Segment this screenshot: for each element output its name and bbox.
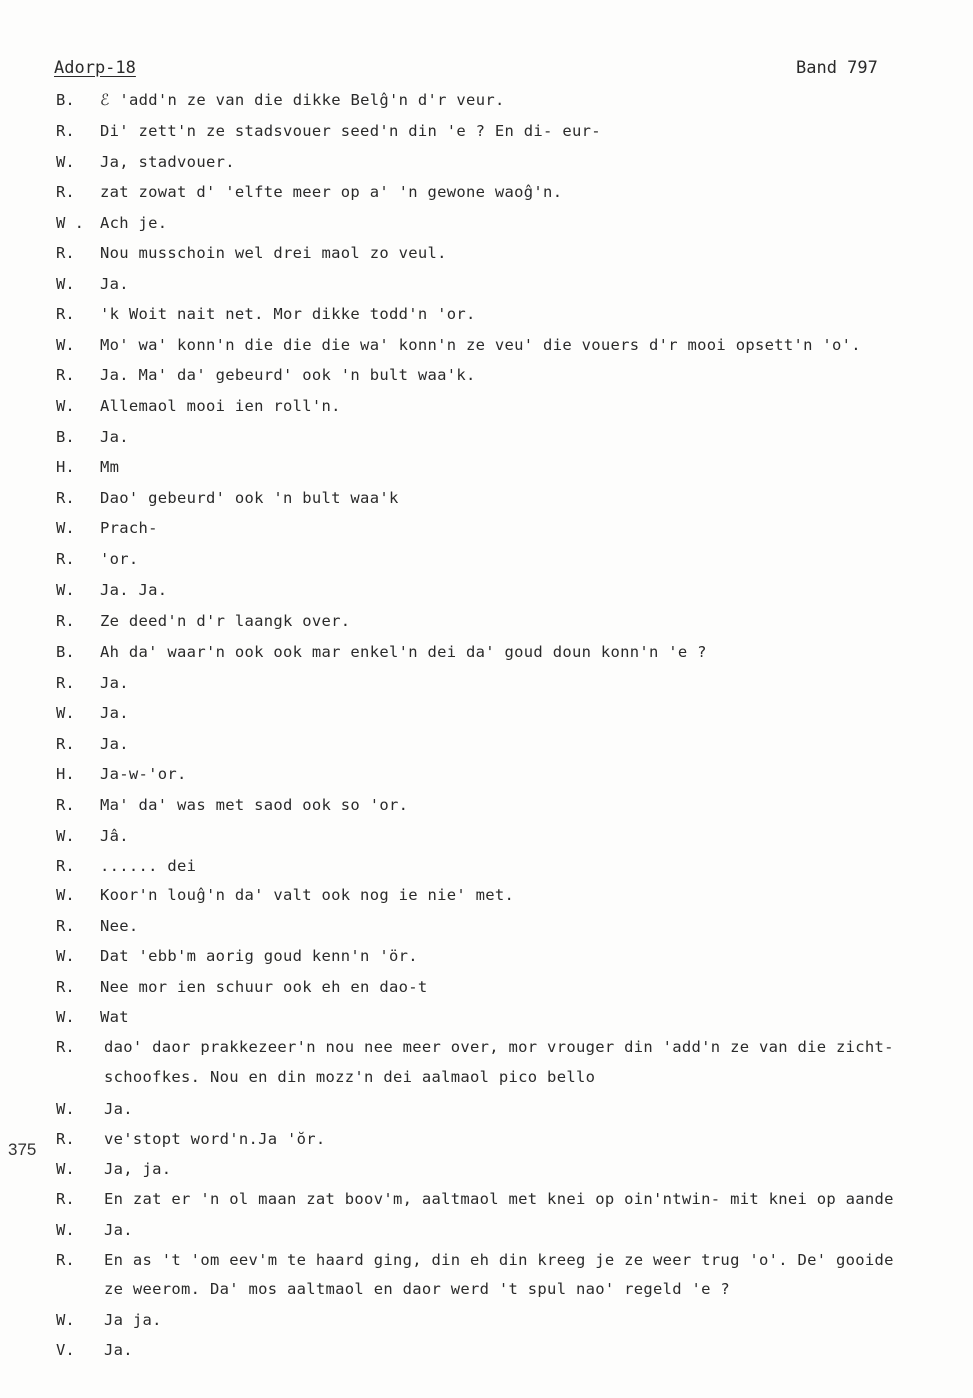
speaker-label: W. — [56, 1008, 75, 1026]
speaker-label: R. — [56, 1190, 75, 1208]
utterance-text: Ja. — [100, 428, 129, 446]
speaker-label: W. — [56, 519, 75, 537]
speaker-label: W. — [56, 1160, 75, 1178]
speaker-label: R. — [56, 122, 75, 140]
utterance-text: Nee. — [100, 917, 139, 935]
transcript-line — [0, 487, 973, 509]
speaker-label: H. — [56, 458, 75, 476]
speaker-label: R. — [56, 796, 75, 814]
transcript-line — [0, 1128, 973, 1150]
tape-number: Band 797 — [796, 58, 878, 78]
speaker-label: R. — [56, 612, 75, 630]
speaker-label: R. — [56, 1251, 75, 1269]
speaker-label: R. — [56, 1130, 75, 1148]
transcript-line — [0, 1006, 973, 1028]
utterance-text: Nou musschoin wel drei maol zo veul. — [100, 244, 447, 262]
speaker-label: R. — [56, 917, 75, 935]
utterance-text: 'or. — [100, 550, 139, 568]
transcript-line — [0, 273, 973, 295]
speaker-label: R. — [56, 674, 75, 692]
transcript-line — [0, 579, 973, 601]
speaker-label: R. — [56, 735, 75, 753]
utterance-text: Dat 'ebb'm aorig goud kenn'n 'ör. — [100, 947, 418, 965]
transcript-line — [0, 672, 973, 694]
transcript-line — [0, 641, 973, 663]
transcript-line — [0, 1219, 973, 1241]
utterance-text: Ah da' waar'n ook ook mar enkel'n dei da' goud doun konn'n 'e ? — [100, 643, 707, 661]
utterance-text: Ach je. — [100, 214, 168, 232]
transcript-line — [0, 763, 973, 785]
utterance-text: dao' daor prakkezeer'n nou nee meer over, mor vrouger din 'add'n ze van die zicht- — [104, 1038, 894, 1056]
speaker-label: W. — [56, 153, 75, 171]
transcript-line — [0, 1309, 973, 1331]
utterance-text: Dao' gebeurd' ook 'n bult waa'k — [100, 489, 399, 507]
speaker-label: B. — [56, 91, 75, 109]
utterance-continuation-text: schoofkes. Nou en din mozz'n dei aalmaol pico bello — [104, 1068, 596, 1086]
utterance-text: En zat er 'n ol maan zat boov'm, aaltmaol met knei op oin'ntwin- mit knei op aande — [104, 1190, 894, 1208]
transcript-line — [0, 517, 973, 539]
transcript-line — [0, 334, 973, 356]
transcript-line — [0, 976, 973, 998]
speaker-label: B. — [56, 428, 75, 446]
utterance-text: Allemaol mooi ien roll'n. — [100, 397, 341, 415]
transcript-line — [0, 212, 973, 234]
transcript-line — [0, 915, 973, 937]
utterance-text: Ja. — [104, 1341, 133, 1359]
utterance-text: Ja. — [100, 704, 129, 722]
speaker-label: R. — [56, 244, 75, 262]
speaker-label: R. — [56, 183, 75, 201]
transcript-line — [0, 733, 973, 755]
utterance-text: En as 't 'om eev'm te haard ging, din eh din kreeg je ze weer trug 'o'. De' gooide — [104, 1251, 894, 1269]
transcript-line — [0, 1339, 973, 1361]
speaker-label: W . — [56, 214, 84, 232]
transcript-line-continuation — [0, 1278, 973, 1300]
speaker-label: W. — [56, 704, 75, 722]
transcript-line — [0, 242, 973, 264]
utterance-text: Ja. — [104, 1100, 133, 1118]
speaker-label: W. — [56, 275, 75, 293]
transcript-line — [0, 303, 973, 325]
transcript-line — [0, 1036, 973, 1058]
speaker-label: H. — [56, 765, 75, 783]
speaker-label: W. — [56, 336, 75, 354]
document-id: Adorp-18 — [54, 58, 136, 78]
transcript-line — [0, 120, 973, 142]
speaker-label: W. — [56, 581, 75, 599]
speaker-label: W. — [56, 947, 75, 965]
margin-counter: 375 — [8, 1140, 37, 1159]
speaker-label: R. — [56, 1038, 75, 1056]
speaker-label: W. — [56, 1100, 75, 1118]
transcript-line — [0, 610, 973, 632]
utterance-text: Ja, stadvouer. — [100, 153, 235, 171]
transcript-line — [0, 548, 973, 570]
transcript-line — [0, 702, 973, 724]
speaker-label: W. — [56, 1221, 75, 1239]
transcript-line — [0, 426, 973, 448]
transcript-line — [0, 945, 973, 967]
transcript-line — [0, 395, 973, 417]
utterance-text: Ja-w-'or. — [100, 765, 187, 783]
transcript-line — [0, 794, 973, 816]
utterance-continuation-text: ze weerom. Da' mos aaltmaol en daor werd 't spul nao' regeld 'e ? — [104, 1280, 731, 1298]
transcript-line — [0, 456, 973, 478]
transcript-line — [0, 825, 973, 847]
utterance-text: Ze deed'n d'r laangk over. — [100, 612, 351, 630]
transcript-line — [0, 89, 973, 111]
utterance-text: Nee mor ien schuur ook eh en dao-t — [100, 978, 428, 996]
utterance-text: Prach- — [100, 519, 158, 537]
transcript-line — [0, 1158, 973, 1180]
speaker-label: R. — [56, 978, 75, 996]
utterance-text: Di' zett'n ze stadsvouer seed'n din 'e ? En di- eur- — [100, 122, 601, 140]
speaker-label: V. — [56, 1341, 75, 1359]
speaker-label: R. — [56, 489, 75, 507]
speaker-label: R. — [56, 857, 75, 875]
utterance-text: Jâ. — [100, 827, 129, 845]
speaker-label: R. — [56, 366, 75, 384]
utterance-text: ...... dei — [100, 857, 197, 875]
utterance-text: ℰ 'add'n ze van die dikke Belĝ'n d'r veur. — [100, 91, 505, 109]
utterance-text: zat zowat d' 'elfte meer op a' 'n gewone waoĝ'n. — [100, 183, 563, 201]
transcript-line — [0, 855, 973, 877]
speaker-label: W. — [56, 827, 75, 845]
transcript-line — [0, 181, 973, 203]
transcript-line-continuation — [0, 1066, 973, 1088]
transcript-line — [0, 364, 973, 386]
utterance-text: ve'stopt word'n.Ja 'ŏr. — [104, 1130, 326, 1148]
utterance-text: Ja. Ma' da' gebeurd' ook 'n bult waa'k. — [100, 366, 476, 384]
utterance-text: Mm — [100, 458, 120, 476]
speaker-label: R. — [56, 550, 75, 568]
utterance-text: Ja ja. — [104, 1311, 162, 1329]
utterance-text: 'k Woit nait net. Mor dikke todd'n 'or. — [100, 305, 476, 323]
speaker-label: W. — [56, 1311, 75, 1329]
utterance-text: Ja. — [100, 674, 129, 692]
speaker-label: R. — [56, 305, 75, 323]
transcript-line — [0, 1249, 973, 1271]
utterance-text: Koor'n louĝ'n da' valt ook nog ie nie' met. — [100, 886, 515, 904]
speaker-label: W. — [56, 397, 75, 415]
transcript-line — [0, 151, 973, 173]
utterance-text: Ja. — [100, 275, 129, 293]
utterance-text: Wat — [100, 1008, 129, 1026]
transcript-line — [0, 884, 973, 906]
speaker-label: W. — [56, 886, 75, 904]
speaker-label: B. — [56, 643, 75, 661]
utterance-text: Ja. — [100, 735, 129, 753]
utterance-text: Ja. — [104, 1221, 133, 1239]
utterance-text: Ma' da' was met saod ook so 'or. — [100, 796, 409, 814]
utterance-text: Ja, ja. — [104, 1160, 172, 1178]
transcript-line — [0, 1188, 973, 1210]
utterance-text: Ja. Ja. — [100, 581, 168, 599]
transcript-line — [0, 1098, 973, 1120]
utterance-text: Mo' wa' konn'n die die die wa' konn'n ze veu' die vouers d'r mooi opsett'n 'o'. — [100, 336, 861, 354]
